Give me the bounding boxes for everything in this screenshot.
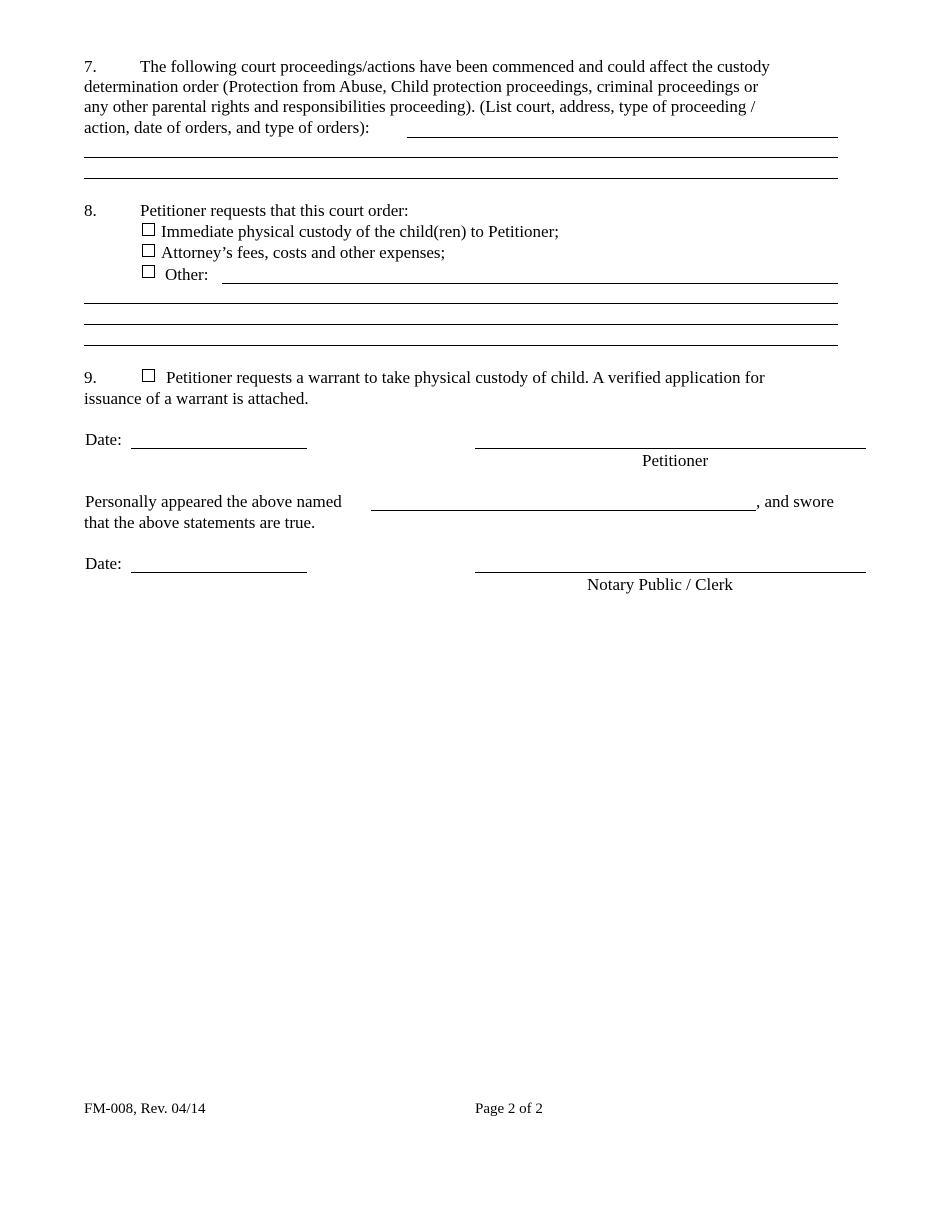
item-8-intro: Petitioner requests that this court order: — [140, 201, 409, 220]
attorney-fees-option-label: Attorney’s fees, costs and other expenses; — [161, 243, 446, 262]
date-label-1: Date: — [85, 430, 122, 449]
item-9-number: 9. — [84, 368, 97, 387]
warrant-checkbox[interactable] — [142, 369, 155, 382]
custody-option-label: Immediate physical custody of the child(ren) to Petitioner; — [161, 222, 559, 241]
attorney-fees-checkbox[interactable] — [142, 244, 155, 257]
proceedings-input-line-1[interactable] — [407, 137, 838, 138]
petitioner-label: Petitioner — [642, 451, 709, 470]
item-9-text-line-2: issuance of a warrant is attached. — [84, 389, 309, 408]
appearance-text-suffix: , and swore — [756, 492, 834, 511]
date-input-line-1[interactable] — [131, 448, 307, 449]
date-label-2: Date: — [85, 554, 122, 573]
other-option-label: Other: — [165, 265, 209, 284]
proceedings-input-line-3[interactable] — [84, 178, 838, 179]
proceedings-input-line-2[interactable] — [84, 157, 838, 158]
item-7-number: 7. — [84, 57, 97, 76]
item-8-number: 8. — [84, 201, 97, 220]
other-input-line-4[interactable] — [84, 345, 838, 346]
other-input-line-1[interactable] — [222, 283, 838, 284]
date-input-line-2[interactable] — [131, 572, 307, 573]
appearance-text-prefix: Personally appeared the above named — [85, 492, 342, 511]
appeared-name-input-line[interactable] — [371, 510, 756, 511]
petitioner-signature-line[interactable] — [475, 448, 866, 449]
other-input-line-3[interactable] — [84, 324, 838, 325]
notary-clerk-label: Notary Public / Clerk — [587, 575, 733, 594]
other-checkbox[interactable] — [142, 265, 155, 278]
form-id: FM-008, Rev. 04/14 — [84, 1101, 206, 1117]
item-7-text-line-4: action, date of orders, and type of orders): — [84, 118, 370, 137]
notary-signature-line[interactable] — [475, 572, 866, 573]
page-number: Page 2 of 2 — [475, 1101, 543, 1117]
item-7-text-line-3: any other parental rights and responsibilities proceeding). (List court, address, type of proceeding / — [84, 97, 756, 116]
item-7-text-line-2: determination order (Protection from Abuse, Child protection proceedings, criminal proceedings or — [84, 77, 759, 96]
appearance-text-line-2: that the above statements are true. — [84, 513, 316, 532]
other-input-line-2[interactable] — [84, 303, 838, 304]
custody-checkbox[interactable] — [142, 223, 155, 236]
item-7-text-line-1: The following court proceedings/actions have been commenced and could affect the custody — [140, 57, 770, 76]
item-9-text-line-1: Petitioner requests a warrant to take physical custody of child. A verified application for — [166, 368, 765, 387]
